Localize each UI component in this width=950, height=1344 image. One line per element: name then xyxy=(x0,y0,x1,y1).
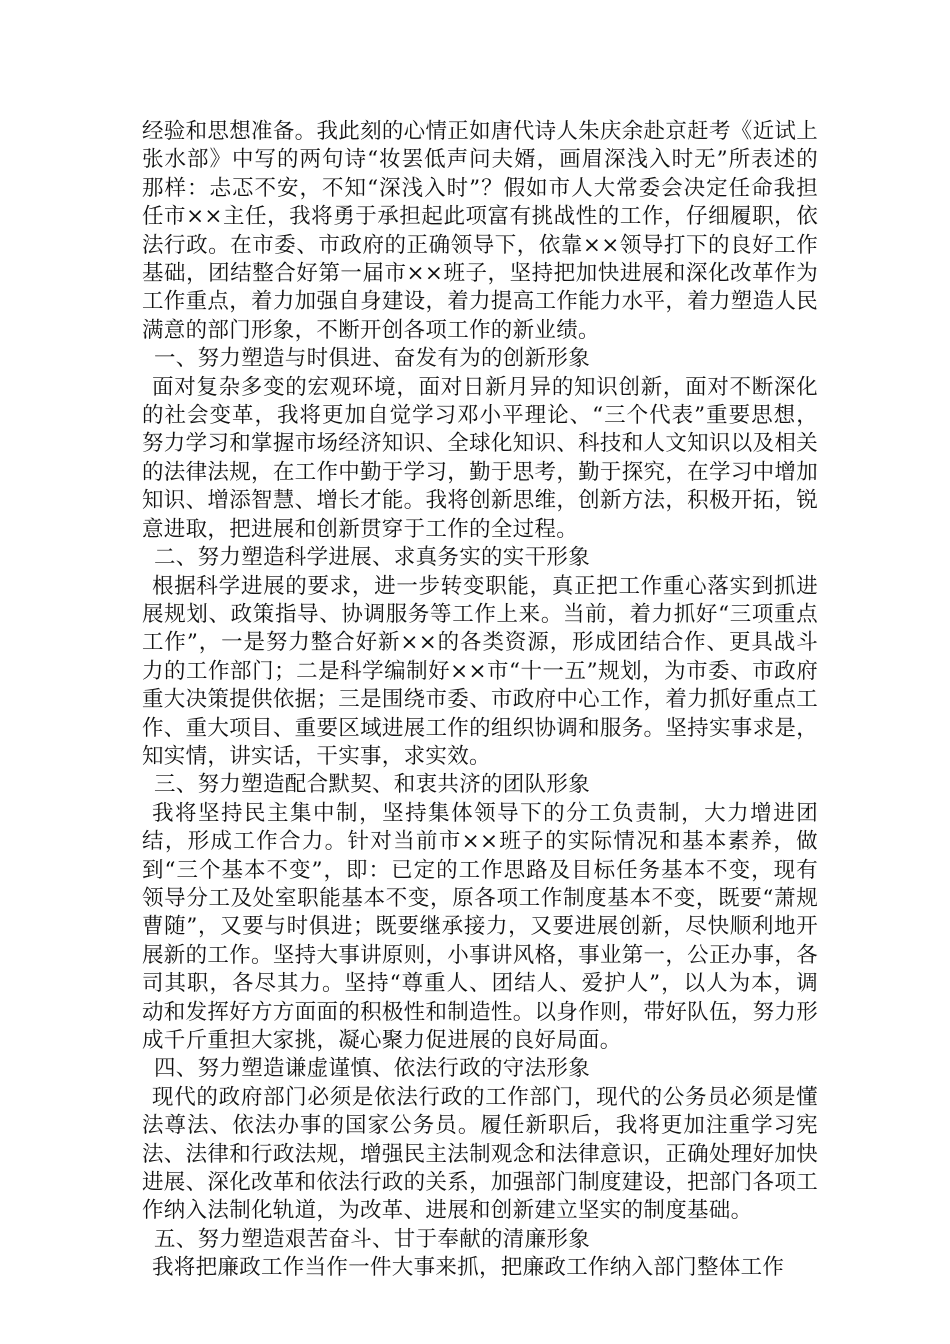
paragraph-section-2: 根据科学进展的要求，进一步转变职能，真正把工作重心落实到抓进展规划、政策指导、协调服务等工作上来。当前，着力抓好“三项重点工作”，一是努力整合好新××的各类资源，形成团结合作、更具战斗力的工作部门；二是科学编制好××市“十一五”规划，为市委、市政府重大决策提供依据；三是围绕市委、市政府中心工作，着力抓好重点工作、重大项目、重要区域进展工作的组织协调和服务。坚持实事求是，知实情，讲实话，干实事，求实效。 xyxy=(142,573,818,769)
section-heading-5: 五、努力塑造艰苦奋斗、甘于奉献的清廉形象 xyxy=(154,1226,591,1252)
document-page xyxy=(142,118,818,1283)
section-heading-2: 二、努力塑造科学进展、求真务实的实干形象 xyxy=(154,545,591,571)
paragraph-section-5: 我将把廉政工作当作一件大事来抓，把廉政工作纳入部门整体工作 xyxy=(152,1255,785,1281)
paragraph-section-1: 面对复杂多变的宏观环境，面对日新月异的知识创新，面对不断深化的社会变革，我将更加自觉学习邓小平理论、“三个代表”重要思想，努力学习和掌握市场经济知识、全球化知识、科技和人文知识以及相关的法律法规，在工作中勤于学习，勤于思考，勤于探究，在学习中增加知识、增添智慧、增长才能。我将创新思维，创新方法，积极开拓，锐意进取，把进展和创新贯穿于工作的全过程。 xyxy=(142,374,818,542)
paragraph-intro: 经验和思想准备。我此刻的心情正如唐代诗人朱庆余赴京赶考《近试上张水部》中写的两句诗“妆罢低声问夫婿，画眉深浅入时无”所表述的那样：忐忑不安，不知“深浅入时”？假如市人大常委会决定任命我担任市××主任，我将勇于承担起此项富有挑战性的工作，仔细履职，依法行政。在市委、市政府的正确领导下，依靠××领导打下的良好工作基础，团结整合好第一届市××班子，坚持把加快进展和深化改革作为工作重点，着力加强自身建设，着力提高工作能力水平，着力塑造人民满意的部门形象，不断开创各项工作的新业绩。 xyxy=(142,119,818,343)
section-heading-4: 四、努力塑造谦虚谨慎、依法行政的守法形象 xyxy=(154,1056,591,1082)
section-heading-3: 三、努力塑造配合默契、和衷共济的团队形象 xyxy=(154,772,591,798)
paragraph-section-4: 现代的政府部门必须是依法行政的工作部门，现代的公务员必须是懂法尊法、依法办事的国家公务员。履任新职后，我将更加注重学习宪法、法律和行政法规，增强民主法制观念和法律意识，正确处理好加快进展、深化改革和依法行政的关系，加强部门制度建设，把部门各项工作纳入法制化轨道，为改革、进展和创新建立坚实的制度基础。 xyxy=(142,1084,818,1224)
section-heading-1: 一、努力塑造与时俱进、奋发有为的创新形象 xyxy=(154,346,591,372)
paragraph-section-3: 我将坚持民主集中制，坚持集体领导下的分工负责制，大力增进团结，形成工作合力。针对当前市××班子的实际情况和基本素养，做到“三个基本不变”，即：已定的工作思路及目标任务基本不变，现有领导分工及处室职能基本不变，原各项工作制度基本不变，既要“萧规曹随”，又要与时俱进；既要继承接力，又要进展创新，尽快顺利地开展新的工作。坚持大事讲原则，小事讲风格，事业第一，公正办事，各司其职，各尽其力。坚持“尊重人、团结人、爱护人”，以人为本，调动和发挥好方方面面的积极性和制造性。以身作则，带好队伍，努力形成千斤重担大家挑，凝心聚力促进展的良好局面。 xyxy=(142,800,818,1053)
